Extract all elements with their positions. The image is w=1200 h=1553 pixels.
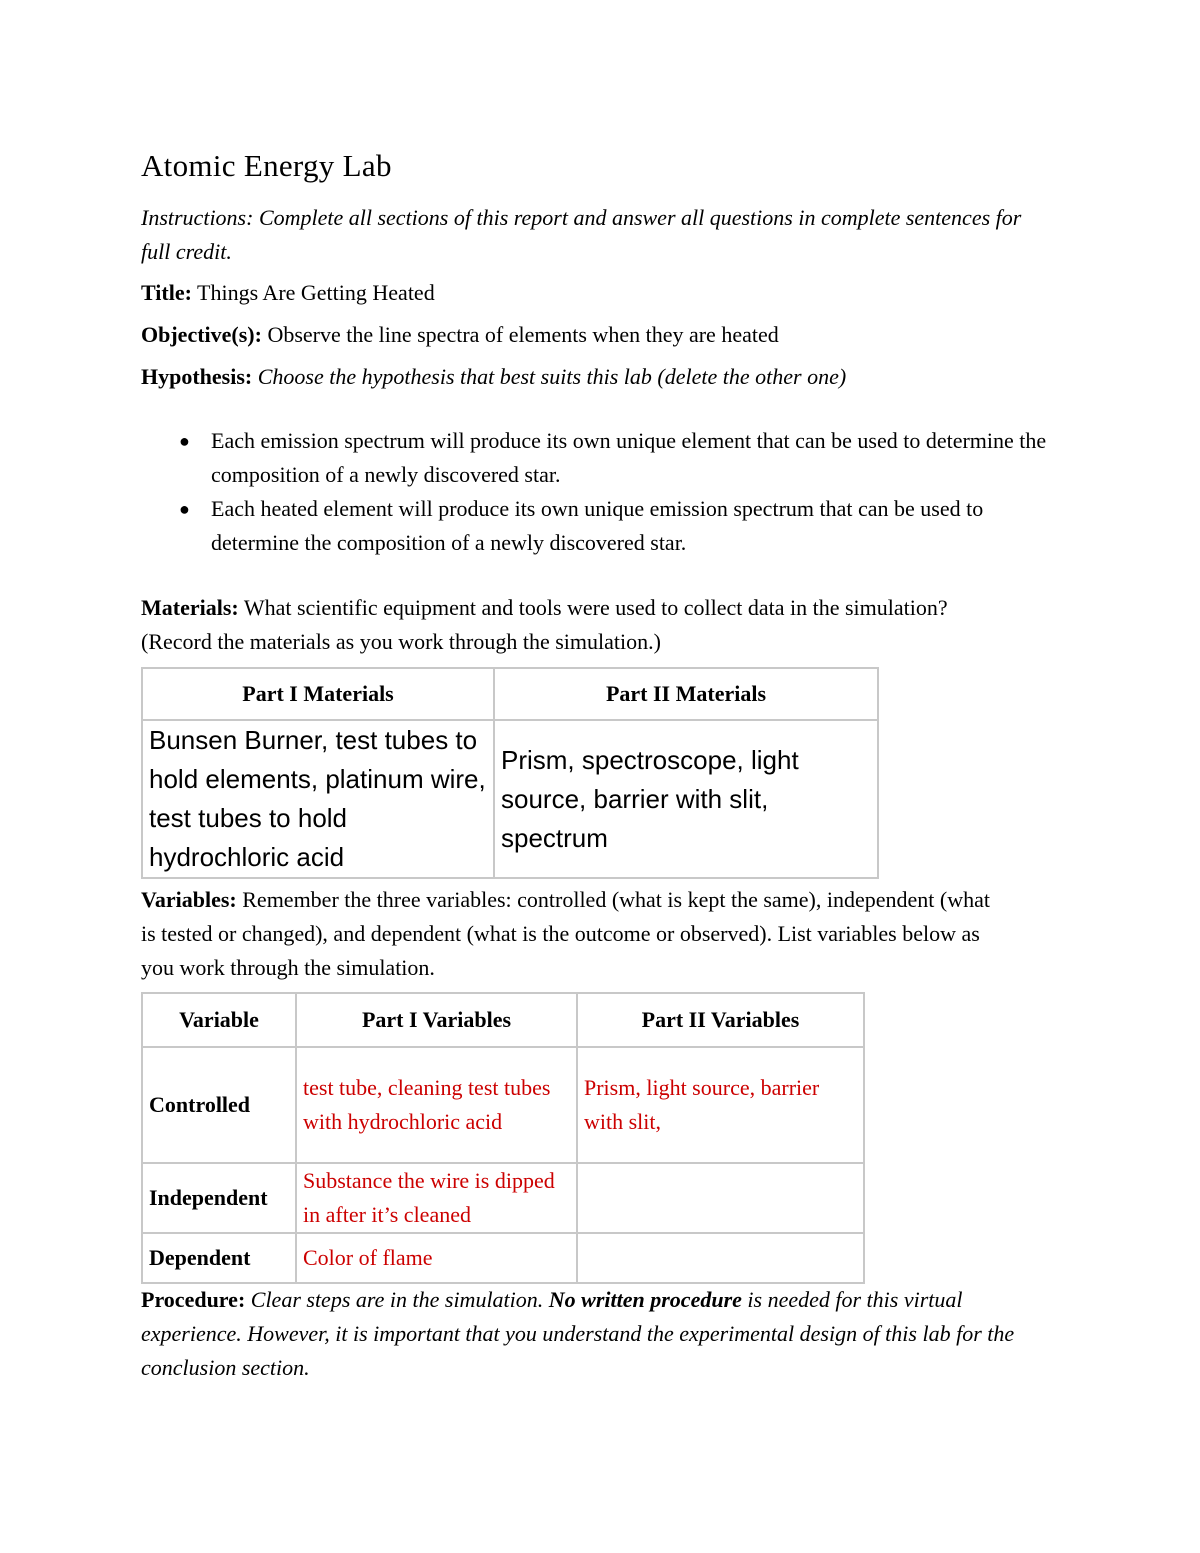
table-row xyxy=(142,1047,864,1163)
part2-variable-cell[interactable] xyxy=(577,1233,864,1283)
hypothesis-options xyxy=(141,424,1051,560)
variables-line xyxy=(141,883,1001,985)
table-row xyxy=(142,720,878,878)
row-label: Independent xyxy=(142,1163,296,1233)
column-header: Part I Variables xyxy=(296,993,577,1047)
bullet-icon: ● xyxy=(179,431,190,451)
variables-text: Remember the three variables: controlled (what is kept the same), independent (what is tested or changed), and dependent (what is the outcome or observed). List variables below as you work through the simulation. xyxy=(141,887,990,980)
procedure-text-b: is needed for this virtual experience. However, it is important that you understand the experimental design of this lab for the conclusion section. xyxy=(141,1287,1015,1380)
objective-value: Observe the line spectra of elements when they are heated xyxy=(267,322,779,347)
hypothesis-line xyxy=(141,360,1051,394)
materials-label: Materials: xyxy=(141,595,239,620)
hypothesis-option: ● Each emission spectrum will produce its own unique element that can be used to determine the composition of a newly discovered star. xyxy=(141,424,1051,492)
lab-title-line xyxy=(141,276,1051,310)
part1-variable-cell[interactable]: test tube, cleaning test tubes with hydrochloric acid xyxy=(296,1047,577,1163)
objective-line xyxy=(141,318,1051,352)
table-header-row xyxy=(142,668,878,720)
part1-materials-cell[interactable]: Bunsen Burner, test tubes to hold elements, platinum wire, test tubes to hold hydrochloric acid xyxy=(142,720,494,878)
variables-table xyxy=(141,992,865,1284)
lab-title-label: Title: xyxy=(141,280,192,305)
part1-variable-cell[interactable]: Color of flame xyxy=(296,1233,577,1283)
hypothesis-option: ● Each heated element will produce its own unique emission spectrum that can be used to determine the composition of a newly discovered star. xyxy=(141,492,1051,560)
procedure-label: Procedure: xyxy=(141,1287,246,1312)
column-header: Part II Materials xyxy=(494,668,878,720)
bullet-icon: ● xyxy=(179,499,190,519)
procedure-emphasis: No written procedure xyxy=(548,1287,742,1312)
table-row xyxy=(142,1163,864,1233)
table-row xyxy=(142,1233,864,1283)
part1-variable-cell[interactable]: Substance the wire is dipped in after it’s cleaned xyxy=(296,1163,577,1233)
hypothesis-prompt: Choose the hypothesis that best suits this lab (delete the other one) xyxy=(257,364,847,389)
column-header: Part II Variables xyxy=(577,993,864,1047)
materials-text: What scientific equipment and tools were used to collect data in the simulation? (Record the materials as you work through the simulation.) xyxy=(141,595,948,654)
part2-variable-cell[interactable]: Prism, light source, barrier with slit, xyxy=(577,1047,864,1163)
column-header: Part I Materials xyxy=(142,668,494,720)
materials-line xyxy=(141,591,1001,659)
instructions-text: Instructions: Complete all sections of this report and answer all questions in complete sentences for full credit. xyxy=(141,205,1022,264)
row-label: Dependent xyxy=(142,1233,296,1283)
lab-title-value: Things Are Getting Heated xyxy=(197,280,435,305)
hypothesis-label: Hypothesis: xyxy=(141,364,253,389)
procedure-text-a: Clear steps are in the simulation. xyxy=(250,1287,544,1312)
materials-table xyxy=(141,667,879,879)
document-title: Atomic Energy Lab xyxy=(141,148,392,183)
column-header: Variable xyxy=(142,993,296,1047)
row-label: Controlled xyxy=(142,1047,296,1163)
table-header-row xyxy=(142,993,864,1047)
part2-variable-cell[interactable] xyxy=(577,1163,864,1233)
procedure-line xyxy=(141,1283,1056,1385)
objective-label: Objective(s): xyxy=(141,322,262,347)
variables-label: Variables: xyxy=(141,887,237,912)
part2-materials-cell[interactable]: Prism, spectroscope, light source, barrier with slit, spectrum xyxy=(494,720,878,878)
